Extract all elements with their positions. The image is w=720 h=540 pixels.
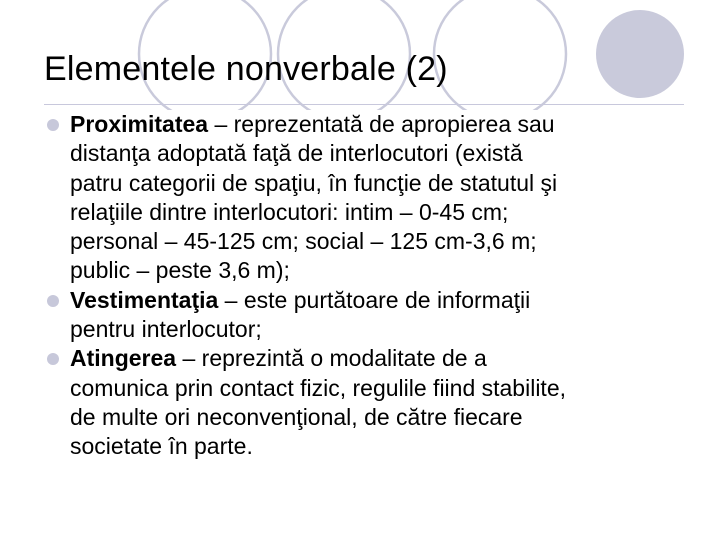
bullet-line: [70, 286, 713, 315]
bullet-line: societate în parte.: [70, 433, 253, 460]
bullet-line: comunica prin contact fizic, regulile fiind stabilite,: [70, 374, 567, 401]
bullet-term: Proximitatea: [70, 111, 209, 137]
bullet-line: patru categorii de spaţiu, în funcţie de statutul şi: [70, 169, 558, 196]
bullet-line: public – peste 3,6 m);: [70, 257, 290, 284]
bullet-line: pentru interlocutor;: [70, 316, 262, 343]
bullet-line: personal – 45-125 cm; social – 125 cm-3,6 m;: [70, 228, 537, 255]
bullet-dot-icon: [47, 295, 59, 307]
bullet-line: distanţa adoptată faţă de interlocutori (există: [70, 140, 523, 167]
slide-title: Elementele nonverbale (2): [44, 50, 448, 88]
bullet-line: [70, 344, 713, 373]
bullet-list: [47, 110, 713, 462]
bullet-text: – reprezintă o modalitate de a: [176, 345, 487, 372]
bullet-term: Vestimentaţia: [70, 286, 219, 313]
bullet-item-proximitatea: [47, 110, 713, 286]
bullet-line: [70, 110, 713, 139]
bullet-line: relaţiile dintre interlocutori: intim – 0-45 cm;: [70, 198, 509, 225]
bullet-text: – reprezentată de apropierea sau: [208, 111, 555, 137]
bullet-dot-icon: [47, 353, 59, 365]
title-divider: [44, 104, 684, 105]
bullet-term: Atingerea: [70, 345, 177, 372]
bullet-line: de multe ori neconvenţional, de către fiecare: [70, 403, 523, 430]
bullet-text: – este purtătoare de informaţii: [218, 286, 531, 313]
bullet-item-atingerea: [47, 344, 713, 461]
bullet-dot-icon: [47, 119, 59, 131]
bullet-item-vestimentatia: [47, 286, 713, 345]
